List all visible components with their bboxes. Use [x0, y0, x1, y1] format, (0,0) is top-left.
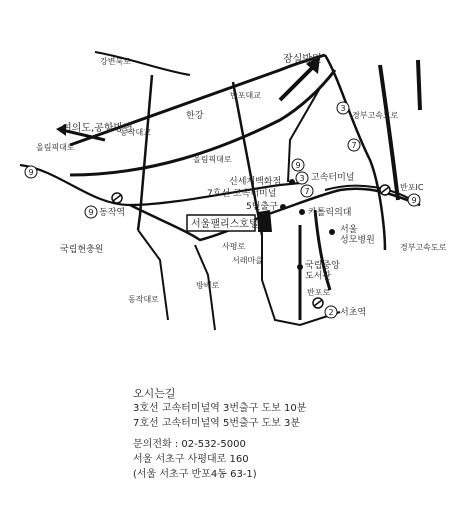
svg-text:2: 2	[328, 308, 334, 317]
line-badge-2-seocho	[325, 306, 337, 318]
road-dongjak-daegyo	[138, 75, 152, 230]
svg-text:9: 9	[295, 161, 301, 170]
dot-shinsegae	[289, 179, 295, 185]
line-badge-9-dongjak	[85, 206, 97, 218]
svg-text:7: 7	[304, 187, 310, 196]
label-bangbaero: 방배로	[196, 281, 220, 290]
label-hotel: 서울팰리스호텔	[191, 219, 259, 230]
dot-catholic	[299, 209, 305, 215]
label-gyeongbu-bottom: 경부고속도로	[400, 243, 447, 252]
line-badge-7-top	[348, 139, 360, 151]
svg-text:7: 7	[351, 141, 357, 150]
svg-text:9: 9	[28, 168, 34, 177]
svg-text:3: 3	[340, 104, 346, 113]
label-olympic-mid: 올림픽대로	[193, 155, 232, 164]
label-yeouido: 여의도,공항방면	[62, 123, 133, 134]
road-gyeongbu-right	[380, 65, 398, 200]
road-right-diag	[418, 60, 420, 110]
direction-line7: 7호선 고속터미널역 5번출구 도보 3분	[133, 418, 301, 429]
svg-text:9: 9	[88, 208, 94, 217]
label-olympic-left: 올림픽대로	[36, 143, 75, 152]
label-catholic: 카톨릭의대	[308, 208, 352, 218]
line-badge-9-mid	[292, 159, 304, 171]
dot-library	[297, 264, 303, 270]
svg-text:9: 9	[411, 196, 417, 205]
label-dongjak-daegyo: 동작대교	[120, 128, 151, 137]
dot-hospital	[329, 229, 335, 235]
label-seoraemaeul: 서래마을	[232, 256, 263, 265]
label-banpo-ic: 반포IC	[400, 183, 424, 192]
label-line7-terminal: 7호선 고속터미널	[207, 189, 277, 199]
label-national-cemetery: 국립현충원	[60, 245, 104, 255]
label-gosok-terminal: 고속터미널	[311, 173, 355, 183]
label-seoul-hospital: 서울 성모병원	[340, 225, 375, 246]
label-hangang: 한강	[186, 111, 204, 121]
road-gyeongbu-upper	[325, 55, 385, 250]
line-badge-9-left	[25, 166, 37, 178]
label-dongjak-daero: 동작대로	[128, 295, 159, 304]
label-seocho-station: 서초역	[340, 308, 367, 318]
label-gangbyeonbukro: 강변북로	[100, 57, 131, 66]
directions-info	[133, 386, 443, 482]
label-dongjak-station: 동작역	[99, 208, 126, 218]
svg-text:3: 3	[299, 174, 305, 183]
label-shinsegae: 신세계백화점	[229, 177, 282, 187]
road-dongjak-daero	[138, 230, 168, 320]
line-badge-7-mid	[301, 185, 313, 197]
label-sapyeongro: 사평로	[222, 242, 246, 251]
address-lot: (서울 서초구 반포4동 63-1)	[133, 469, 257, 480]
line-badge-3-top	[337, 102, 349, 114]
label-library: 국립중앙 도서관	[305, 261, 340, 282]
label-banpo-daegyo: 반포대교	[230, 91, 261, 100]
label-banporo: 반포로	[307, 288, 331, 297]
address-road: 서울 서초구 사평대로 160	[133, 454, 249, 465]
direction-line3: 3호선 고속터미널역 3번출구 도보 10분	[133, 403, 307, 414]
dot-exit5	[280, 204, 286, 210]
line-badge-9-right	[408, 194, 420, 206]
line-badge-3-mid	[296, 172, 308, 184]
road-banpo-daegyo	[233, 82, 262, 235]
label-exit5: 5번출구	[246, 202, 278, 212]
phone-number: 문의전화 : 02-532-5000	[133, 439, 246, 450]
label-jamsil: 잠실방면	[283, 54, 322, 65]
hotel-building-icon	[258, 210, 272, 232]
directions-title: 오시는길	[133, 387, 176, 400]
label-gyeongbu-top: 경부고속도로	[352, 111, 399, 120]
